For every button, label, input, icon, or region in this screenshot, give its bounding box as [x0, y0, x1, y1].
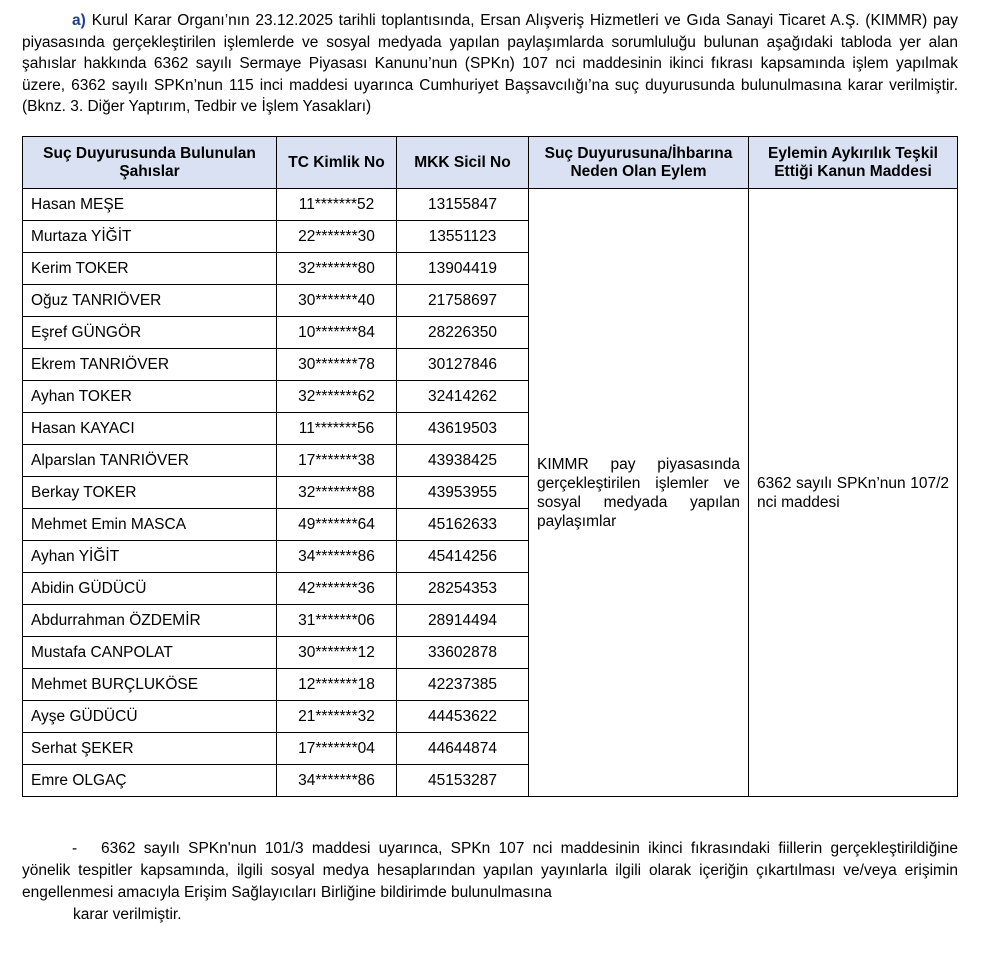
cell-name: Ekrem TANRIÖVER [23, 349, 277, 381]
header-mkk: MKK Sicil No [397, 137, 529, 189]
cell-tc: 30*******12 [277, 637, 397, 669]
cell-tc: 30*******78 [277, 349, 397, 381]
cell-mkk: 28254353 [397, 573, 529, 605]
cell-tc: 11*******56 [277, 413, 397, 445]
cell-mkk: 28226350 [397, 317, 529, 349]
cell-name: Abdurrahman ÖZDEMİR [23, 605, 277, 637]
cell-name: Serhat ŞEKER [23, 733, 277, 765]
cell-tc: 42*******36 [277, 573, 397, 605]
cell-name: Abidin GÜDÜCÜ [23, 573, 277, 605]
bottom-text: 6362 sayılı SPKn'nun 101/3 maddesi uyarınca, SPKn 107 nci maddesinin ikinci fıkrasındaki fiillerin gerçekleştirildiğine yönelik tespitler kapsamında, ilgili sosyal medya hesaplarından yapılan yayınlarla ilgili olarak içeriğin çıkartılması ve/veya erişimin engellenmesi amacıyla Erişim Sağlayıcıları Birliğine bildirimde bulunulmasına [22, 840, 958, 901]
cell-name: Mehmet BURÇLUKÖSE [23, 669, 277, 701]
suspects-table [22, 136, 958, 797]
cell-mkk: 30127846 [397, 349, 529, 381]
cell-tc: 30*******40 [277, 285, 397, 317]
cell-name: Ayhan TOKER [23, 381, 277, 413]
cell-tc: 22*******30 [277, 221, 397, 253]
cell-name: Kerim TOKER [23, 253, 277, 285]
cell-name: Murtaza YİĞİT [23, 221, 277, 253]
cell-tc: 17*******38 [277, 445, 397, 477]
dash-marker: - [72, 840, 78, 857]
cell-mkk: 32414262 [397, 381, 529, 413]
cell-mkk: 28914494 [397, 605, 529, 637]
cell-mkk: 43619503 [397, 413, 529, 445]
bottom-paragraph [22, 838, 958, 904]
cell-law: 6362 sayılı SPKn’nun 107/2 nci maddesi [749, 189, 958, 797]
intro-paragraph [22, 10, 958, 118]
header-law: Eylemin Aykırılık Teşkil Ettiği Kanun Maddesi [749, 137, 958, 189]
cell-mkk: 13551123 [397, 221, 529, 253]
header-action: Suç Duyurusuna/İhbarına Neden Olan Eylem [529, 137, 749, 189]
cell-tc: 11*******52 [277, 189, 397, 221]
cell-tc: 49*******64 [277, 509, 397, 541]
cell-name: Hasan KAYACI [23, 413, 277, 445]
cell-tc: 31*******06 [277, 605, 397, 637]
cell-name: Emre OLGAÇ [23, 765, 277, 797]
decision-line: karar verilmiştir. [73, 906, 182, 923]
cell-mkk: 45153287 [397, 765, 529, 797]
cell-name: Ayhan YİĞİT [23, 541, 277, 573]
cell-mkk: 43938425 [397, 445, 529, 477]
table-header-row [23, 137, 958, 189]
cell-mkk: 42237385 [397, 669, 529, 701]
cell-mkk: 13155847 [397, 189, 529, 221]
cell-mkk: 44453622 [397, 701, 529, 733]
intro-text: Kurul Karar Organı’nın 23.12.2025 tarihli toplantısında, Ersan Alışveriş Hizmetleri ve Gıda Sanayi Ticaret A.Ş. (KIMMR) pay piyasasında gerçekleştirilen işlemlerde ve sosyal medyada yapılan paylaşımlarda sorumluluğu bulunan aşağıdaki tabloda yer alan şahıslar hakkında 6362 sayılı Sermaye Piyasası Kanunu’nun (SPKn) 107 nci maddesinin ikinci fıkrası kapsamında işlem yapılmak üzere, 6362 sayılı SPKn’nun 115 inci maddesi uyarınca Cumhuriyet Başsavcılığı’na suç duyurusunda bulunulmasına karar verilmiştir. (Bknz. 3. Diğer Yaptırım, Tedbir ve İşlem Yasakları) [22, 12, 958, 115]
cell-tc: 34*******86 [277, 541, 397, 573]
cell-tc: 34*******86 [277, 765, 397, 797]
cell-mkk: 13904419 [397, 253, 529, 285]
cell-mkk: 45414256 [397, 541, 529, 573]
header-tc: TC Kimlik No [277, 137, 397, 189]
cell-mkk: 43953955 [397, 477, 529, 509]
cell-action: KIMMR pay piyasasında gerçekleştirilen işlemler ve sosyal medyada yapılan paylaşımlar [529, 189, 749, 797]
cell-name: Eşref GÜNGÖR [23, 317, 277, 349]
table-row [23, 189, 958, 221]
cell-mkk: 45162633 [397, 509, 529, 541]
cell-mkk: 33602878 [397, 637, 529, 669]
cell-tc: 17*******04 [277, 733, 397, 765]
header-name: Suç Duyurusunda Bulunulan Şahıslar [23, 137, 277, 189]
cell-tc: 10*******84 [277, 317, 397, 349]
cell-mkk: 21758697 [397, 285, 529, 317]
cell-name: Oğuz TANRIÖVER [23, 285, 277, 317]
cell-name: Ayşe GÜDÜCÜ [23, 701, 277, 733]
cell-tc: 32*******88 [277, 477, 397, 509]
cell-name: Mehmet Emin MASCA [23, 509, 277, 541]
cell-name: Mustafa CANPOLAT [23, 637, 277, 669]
cell-tc: 32*******80 [277, 253, 397, 285]
cell-mkk: 44644874 [397, 733, 529, 765]
item-marker: a) [72, 12, 86, 29]
table-body [23, 189, 958, 797]
cell-tc: 32*******62 [277, 381, 397, 413]
cell-tc: 21*******32 [277, 701, 397, 733]
cell-name: Alparslan TANRIÖVER [23, 445, 277, 477]
cell-name: Hasan MEŞE [23, 189, 277, 221]
cell-name: Berkay TOKER [23, 477, 277, 509]
cell-tc: 12*******18 [277, 669, 397, 701]
